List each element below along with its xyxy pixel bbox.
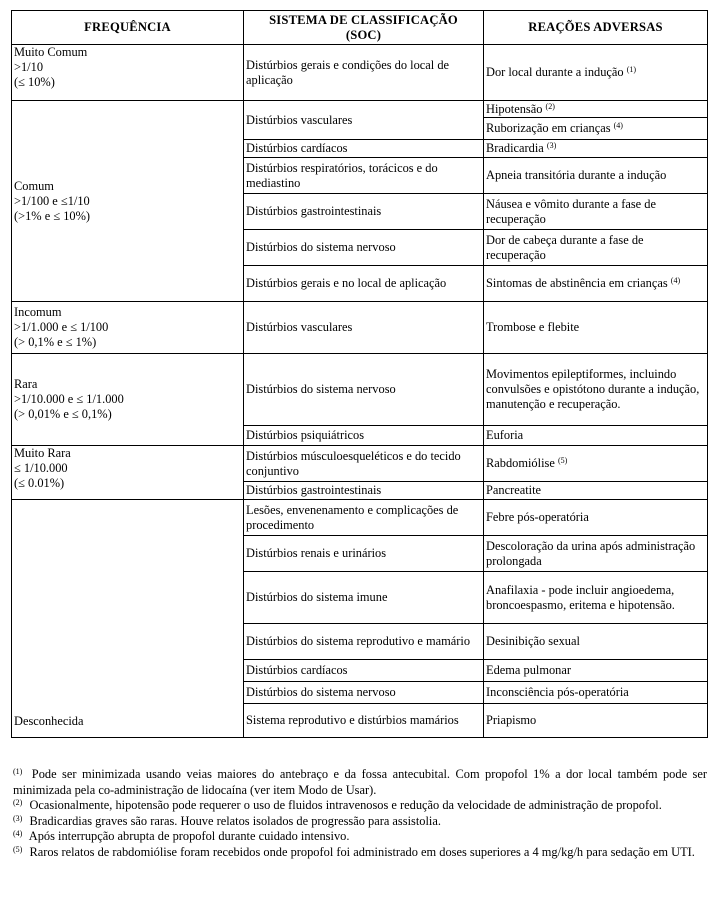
header-frequency: FREQUÊNCIA [12, 11, 244, 45]
reaction-cell [484, 118, 708, 140]
footnote-3 [13, 814, 707, 830]
soc-cell: Distúrbios cardíacos [244, 140, 484, 158]
reaction-text: Bradicardia [486, 141, 544, 155]
reaction-cell: Descoloração da urina após administração prolongada [484, 536, 708, 572]
soc-cell: Distúrbios gastrointestinais [244, 482, 484, 500]
footnote-ref: (4) [670, 276, 681, 285]
soc-cell: Distúrbios psiquiátricos [244, 426, 484, 446]
reaction-cell [484, 266, 708, 302]
soc-cell: Distúrbios gerais e no local de aplicação [244, 266, 484, 302]
footnote-4 [13, 829, 707, 845]
reaction-text: Rabdomiólise [486, 456, 555, 470]
reaction-cell [484, 140, 708, 158]
footnote-ref: (4) [613, 121, 623, 130]
freq-percent: (≤ 10%) [14, 75, 55, 89]
freq-cell-comum [12, 101, 244, 302]
soc-cell: Distúrbios do sistema imune [244, 572, 484, 624]
reaction-text: Hipotensão [486, 101, 543, 116]
reaction-cell: Febre pós-operatória [484, 500, 708, 536]
footnote-text: Pode ser minimizada usando veias maiores do antebraço e da fossa antecubital. Com propofol 1% a dor local também pode ser minimizada pela co-administração de lidocaína (ver item Modo de Usar). [13, 767, 707, 797]
soc-cell: Distúrbios do sistema nervoso [244, 682, 484, 704]
footnote-mark: (2) [13, 798, 23, 807]
footnote-mark: (1) [13, 767, 23, 776]
soc-cell: Distúrbios renais e urinários [244, 536, 484, 572]
freq-label: Muito Comum [14, 45, 88, 59]
footnote-mark: (5) [13, 844, 23, 854]
soc-cell: Lesões, envenenamento e complicações de procedimento [244, 500, 484, 536]
soc-cell: Distúrbios do sistema reprodutivo e mamário [244, 624, 484, 660]
header-soc [244, 11, 484, 45]
freq-label: Incomum [14, 305, 62, 319]
header-soc-line1: SISTEMA DE CLASSIFICAÇÃO [269, 12, 458, 27]
footnote-ref: (1) [626, 65, 637, 74]
table-row [12, 45, 708, 101]
freq-label: Desconhecida [14, 714, 84, 728]
freq-cell-rara [12, 354, 244, 446]
freq-percent: (> 0,1% e ≤ 1%) [14, 335, 97, 349]
footnotes [13, 767, 707, 860]
footnote-text: Após interrupção abrupta de propofol durante cuidado intensivo. [28, 829, 350, 843]
reaction-cell: Edema pulmonar [484, 660, 708, 682]
freq-ratio: >1/1.000 e ≤ 1/100 [14, 320, 109, 334]
freq-label: Comum [14, 178, 54, 193]
footnote-ref: (5) [557, 456, 568, 465]
freq-percent: (>1% e ≤ 10%) [14, 208, 91, 223]
reaction-cell [484, 446, 708, 482]
table-row [12, 446, 708, 482]
reaction-cell: Anafilaxia - pode incluir angioedema, broncoespasmo, eritema e hipotensão. [484, 572, 708, 624]
footnote-5 [13, 845, 707, 861]
table-row [12, 354, 708, 426]
footnote-text: Raros relatos de rabdomiólise foram recebidos onde propofol foi administrado em doses superiores a 4 mg/kg/h para sedação em UTI. [29, 844, 695, 859]
reaction-cell: Náusea e vômito durante a fase de recuperação [484, 194, 708, 230]
reaction-cell: Apneia transitória durante a indução [484, 158, 708, 194]
footnote-ref: (3) [546, 141, 557, 150]
table-header-row [12, 11, 708, 45]
reaction-cell: Inconsciência pós-operatória [484, 682, 708, 704]
soc-cell: Distúrbios gastrointestinais [244, 194, 484, 230]
soc-cell: Distúrbios vasculares [244, 302, 484, 354]
header-soc-line2: (SOC) [345, 27, 382, 42]
reaction-text: Ruborização em crianças [486, 121, 611, 135]
freq-cell-desconhecida [12, 500, 244, 738]
reaction-cell: Desinibição sexual [484, 624, 708, 660]
freq-ratio: >1/10 [14, 60, 44, 74]
soc-cell: Distúrbios do sistema nervoso [244, 354, 484, 426]
soc-cell: Sistema reprodutivo e distúrbios mamários [244, 704, 484, 738]
freq-cell-incomum [12, 302, 244, 354]
reaction-cell: Dor de cabeça durante a fase de recuperação [484, 230, 708, 266]
table-row [12, 500, 708, 536]
freq-cell-muito-comum [12, 45, 244, 101]
soc-cell: Distúrbios do sistema nervoso [244, 230, 484, 266]
header-reactions: REAÇÕES ADVERSAS [484, 11, 708, 45]
footnote-mark: (4) [13, 829, 23, 838]
table-row [12, 302, 708, 354]
freq-ratio: >1/10.000 e ≤ 1/1.000 [14, 392, 124, 406]
table-row [12, 101, 708, 118]
soc-cell: Distúrbios músculoesqueléticos e do tecido conjuntivo [244, 446, 484, 482]
freq-ratio: ≤ 1/10.000 [14, 461, 68, 475]
soc-cell: Distúrbios cardíacos [244, 660, 484, 682]
adverse-reactions-table [11, 10, 708, 738]
freq-percent: (> 0,01% e ≤ 0,1%) [14, 407, 112, 421]
soc-cell: Distúrbios gerais e condições do local de aplicação [244, 45, 484, 101]
reaction-text: Sintomas de abstinência em crianças [486, 276, 668, 290]
reaction-text: Dor local durante a indução [486, 65, 624, 79]
footnote-mark: (3) [13, 813, 23, 823]
footnote-ref: (2) [545, 101, 555, 111]
reaction-cell [484, 101, 708, 118]
reaction-cell: Movimentos epileptiformes, incluindo convulsões e opistótono durante a indução, manutenção e recuperação. [484, 354, 708, 426]
freq-percent: (≤ 0.01%) [14, 476, 65, 490]
footnote-text: Ocasionalmente, hipotensão pode requerer o uso de fluidos intravenosos e redução da velocidade de administração de propofol. [29, 798, 662, 812]
reaction-cell: Priapismo [484, 704, 708, 738]
footnote-1 [13, 767, 707, 798]
soc-cell: Distúrbios vasculares [244, 101, 484, 140]
footnote-text: Bradicardias graves são raras. Houve relatos isolados de progressão para assistolia. [29, 813, 441, 828]
reaction-cell: Euforia [484, 426, 708, 446]
footnote-2 [13, 798, 707, 814]
freq-cell-muito-rara [12, 446, 244, 500]
soc-cell: Distúrbios respiratórios, torácicos e do mediastino [244, 158, 484, 194]
freq-label: Muito Rara [14, 446, 71, 460]
reaction-cell [484, 45, 708, 101]
reaction-cell: Trombose e flebite [484, 302, 708, 354]
reaction-cell: Pancreatite [484, 482, 708, 500]
freq-ratio: >1/100 e ≤1/10 [14, 193, 90, 208]
freq-label: Rara [14, 377, 38, 391]
